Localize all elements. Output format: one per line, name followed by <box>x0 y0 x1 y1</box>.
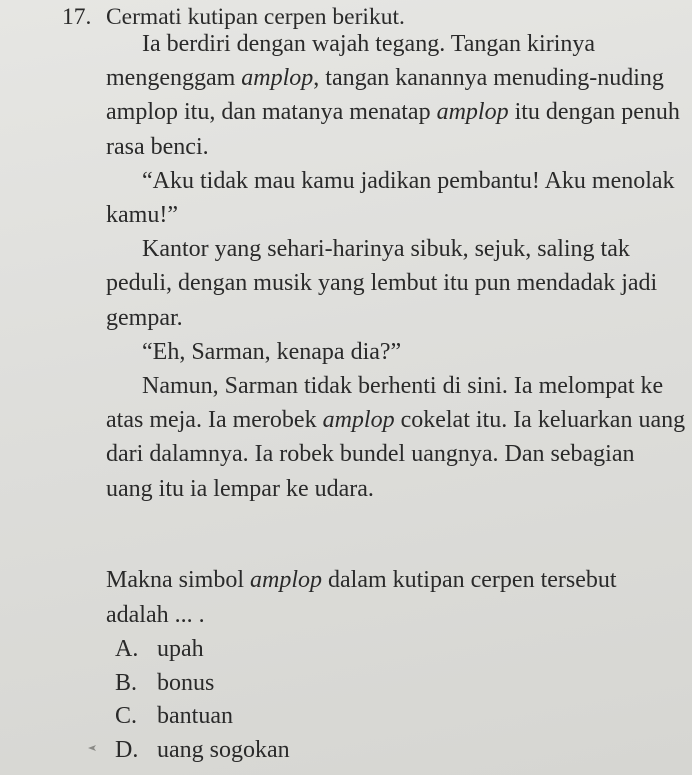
passage-paragraph-3: Kantor yang sehari-harinya sibuk, sejuk, saling tak peduli, dengan musik yang lembut itu pun mendadak jadi gempar. <box>106 236 658 331</box>
option-text: bonus <box>157 669 215 696</box>
passage-italic-term: amplop <box>241 65 314 92</box>
option-text: uang sogokan <box>157 736 290 763</box>
passage-paragraph-4: “Eh, Sarman, kenapa dia?” <box>142 338 402 365</box>
prompt-text: dalam kutipan cerpen tersebut adalah ... . <box>106 567 617 628</box>
answer-option-c[interactable] <box>115 700 290 734</box>
answer-option-a[interactable] <box>115 633 290 667</box>
passage-text: itu dengan penuh rasa benci. <box>106 99 680 160</box>
option-letter: B. <box>115 669 138 696</box>
question-number: 17. <box>62 4 92 30</box>
story-passage <box>106 27 686 506</box>
option-letter: A. <box>115 636 139 662</box>
passage-paragraph-5 <box>106 369 686 506</box>
passage-paragraph-1 <box>106 27 686 164</box>
option-letter: D. <box>115 736 139 763</box>
prompt-text: Makna simbol <box>106 567 250 593</box>
answer-option-d[interactable] <box>115 734 290 768</box>
option-letter: C. <box>115 703 138 729</box>
passage-italic-term: amplop <box>322 407 395 434</box>
passage-text: Namun, Sarman tidak berhenti di sini. Ia melompat ke atas meja. Ia merobek <box>106 373 664 434</box>
passage-text: , tangan kanannya menuding-nuding amplop itu, dan matanya menatap <box>106 65 664 126</box>
prompt-italic-term: amplop <box>250 567 322 593</box>
passage-text: Ia berdiri dengan wajah tegang. Tangan kirinya mengenggam <box>106 31 596 92</box>
question-prompt <box>106 563 666 632</box>
option-text: bantuan <box>157 703 233 729</box>
passage-paragraph-2: “Aku tidak mau kamu jadikan pembantu! Aku menolak kamu!” <box>106 167 675 229</box>
question-prompt-text <box>106 563 666 632</box>
passage-italic-term: amplop <box>436 99 509 126</box>
answer-option-b[interactable] <box>115 667 290 701</box>
question-instruction: Cermati kutipan cerpen berikut. <box>106 4 405 30</box>
option-text: upah <box>157 636 204 662</box>
passage-text: cokelat itu. Ia keluarkan uang dari dalamnya. Ia robek bundel uangnya. Dan sebagian uang itu ia lempar ke udara. <box>106 407 686 502</box>
pencil-mark-icon <box>88 743 98 753</box>
answer-options <box>115 633 290 767</box>
